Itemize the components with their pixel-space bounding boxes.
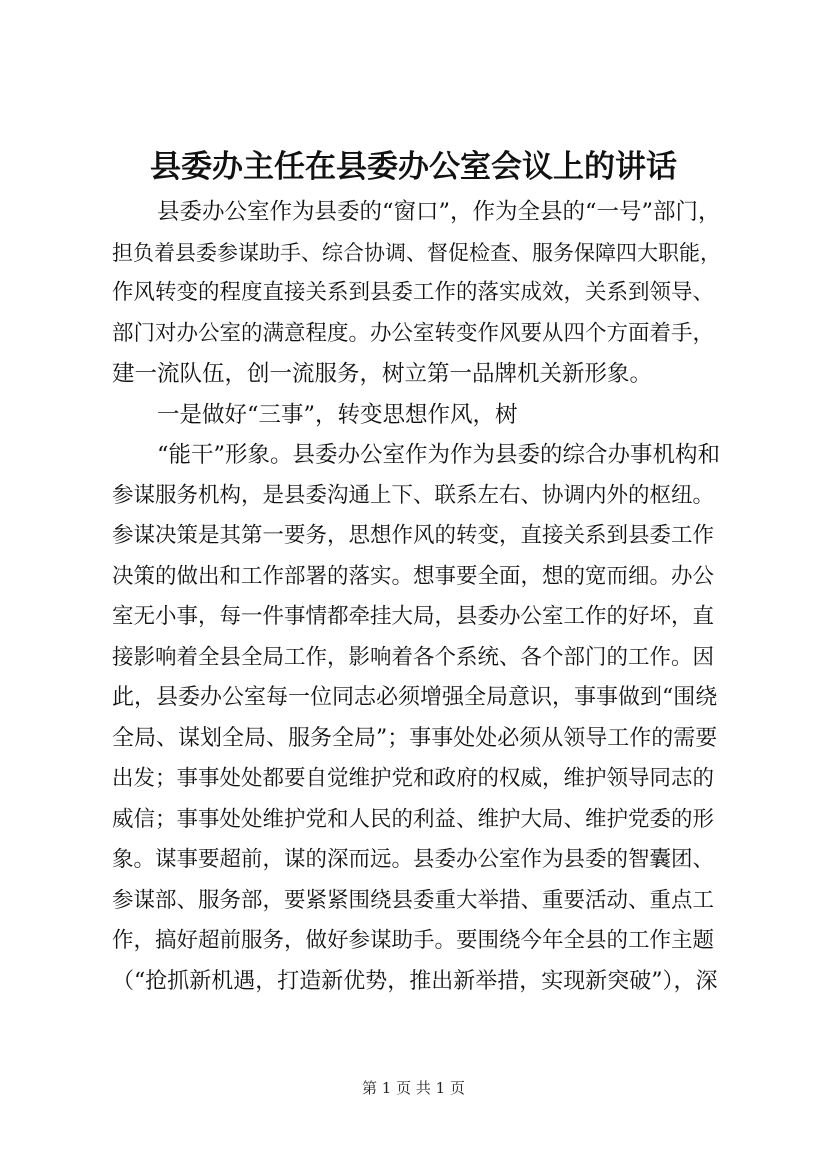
body-line: 威信；事事处处维护党和人民的利益、维护大局、维护党委的形 [112,806,715,832]
body-line: 象。谋事要超前，谋的深而远。县委办公室作为县委的智囊团、 [112,847,715,872]
body-line: 决策的做出和工作部署的落实。想事要全面，想的宽而细。办公 [112,563,715,589]
body-line: 参谋服务机构，是县委沟通上下、联系左右、协调内外的枢纽。 [112,482,715,508]
body-line: 全局、谋划全局、服务全局”；事事处处必须从领导工作的需要 [112,725,718,751]
page-footer: 第 1 页 共 1 页 [362,1079,465,1097]
document-title: 县委办主任在县委办公室会议上的讲话 [150,149,677,185]
document-body [112,192,724,1002]
body-line: 作，搞好超前服务，做好参谋助手。要围绕今年全县的工作主题 [112,928,715,953]
body-line: 作风转变的程度直接关系到县委工作的落实成效，关系到领导、 [112,280,715,305]
body-line: 参谋部、服务部，要紧紧围绕县委重大举措、重要活动、重点工 [112,887,715,913]
body-line: 一是做好“三事”，转变思想作风，树 [157,401,518,428]
body-line: “能干”形象。县委办公室作为作为县委的综合办事机构和 [157,442,721,468]
body-line: 接影响着全县全局工作，影响着各个系统、各个部门的工作。因 [112,644,715,670]
body-line: 建一流队伍，创一流服务，树立第一品牌机关新形象。 [112,361,653,387]
body-line: 参谋决策是其第一要务，思想作风的转变，直接关系到县委工作 [112,523,715,548]
body-line: 室无小事，每一件事情都牵挂大局，县委办公室工作的好坏，直 [112,604,715,629]
body-line: 部门对办公室的满意程度。办公室转变作风要从四个方面着手， [112,320,715,346]
body-line: 出发；事事处处都要自觉维护党和政府的权威，维护领导同志的 [112,766,715,791]
body-line: 县委办公室作为县委的“窗口”，作为全县的“一号”部门， [157,199,721,225]
body-line: 担负着县委参谋助手、综合协调、督促检查、服务保障四大职能， [112,240,721,265]
body-line: 此，县委办公室每一位同志必须增强全局意识，事事做到“围绕 [112,685,718,710]
body-line: （“抢抓新机遇，打造新优势，推出新举措，实现新突破”），深 [112,968,718,994]
